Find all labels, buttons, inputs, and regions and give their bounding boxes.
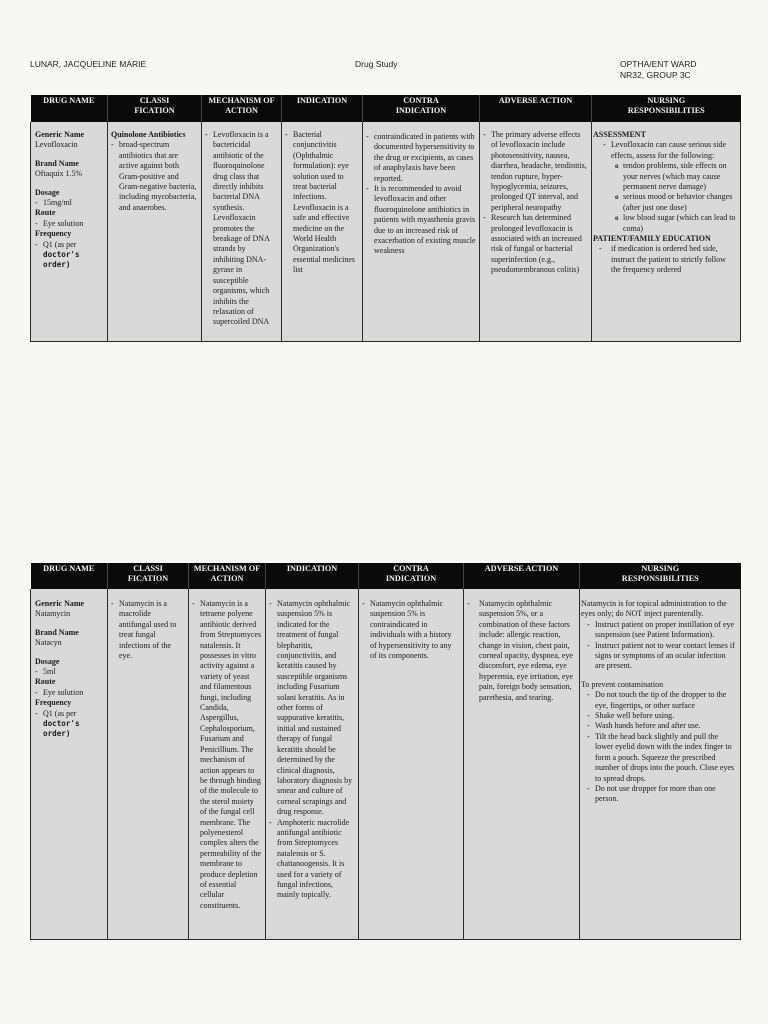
nursing-item: - Tilt the head back slightly and pull the lower eyelid down with the index finger to form a pouch. Squeeze the prescribed number of drops into the pouch. Close eyes to spread drops. xyxy=(587,732,737,784)
col-header-text: RESPONSIBILITIES xyxy=(621,574,699,583)
cell-drug-name xyxy=(31,122,108,341)
col-header-text: NURSING xyxy=(641,564,680,573)
frequency-label: Frequency xyxy=(35,698,72,708)
assessment-item: o serious mood or behavior changes (after just one dose) xyxy=(615,192,737,213)
col-header-text: INDICATION xyxy=(385,574,437,583)
adverse-item: - Research has determined prolonged levofloxacin is associated with an increased risk of fungal or bacterial superinfection (e.g., pseudomembranous colitis) xyxy=(483,213,588,275)
dosage-label: Dosage xyxy=(35,656,60,666)
dosage-value: - 15mg/ml xyxy=(35,198,104,208)
col-header-text: CLASSI xyxy=(133,564,163,573)
generic-name: Natamycin xyxy=(35,609,71,619)
col-header-mechanism xyxy=(202,95,282,122)
generic-name-label: Generic Name xyxy=(35,599,85,608)
col-header-indication: INDICATION xyxy=(266,563,359,589)
col-header-adverse-action: ADVERSE ACTION xyxy=(480,95,592,122)
cell-classification xyxy=(108,122,202,341)
col-header-nursing xyxy=(592,95,741,122)
brand-name: Oftaquix 1.5% xyxy=(35,169,83,179)
col-header-text: ACTION xyxy=(210,574,244,583)
drug-table-natamycin xyxy=(30,563,741,940)
nursing-item: - Wash hands before and after use. xyxy=(587,721,737,731)
col-header-text: FICATION xyxy=(127,574,169,583)
contraindication-item: - Natamycin ophthalmic suspension 5% is contraindicated in individuals with a history of hypersensitivity to any of its components. xyxy=(362,599,460,661)
frequency-value xyxy=(35,709,104,740)
cell-indication xyxy=(266,589,359,939)
route-label: Route xyxy=(35,677,56,687)
frequency-label: Frequency xyxy=(35,229,72,239)
document-title: Drug Study xyxy=(355,59,398,69)
dosage-label: Dosage xyxy=(35,187,60,197)
assessment-title: ASSESSMENT xyxy=(593,130,646,139)
indication-text: - Bacterial conjunctivitis (Ophthalmic formulation): eye solution used to treat bacterial infections. Levofloxacin is a safe and effective medicine on the World Health Organization's essential medicines list xyxy=(285,130,359,276)
student-name: LUNAR, JACQUELINE MARIE xyxy=(30,59,147,69)
assessment-intro: - Levofloxacin can cause serious side effects, assess for the following: xyxy=(603,140,737,161)
contraindication-item: - It is recommended to avoid levofloxacin and other fluoroquinolone antibiotics in patients with myasthenia gravis due to an increased risk of exacerbation of existing muscle weakness xyxy=(366,184,476,257)
col-header-text: NURSING xyxy=(647,96,686,105)
cell-contraindication xyxy=(359,589,464,939)
cell-nursing xyxy=(580,589,741,939)
nursing-item: - Instruct patient on proper instillation of eye suspension (see Patient Information). xyxy=(587,620,737,641)
adverse-item: - The primary adverse effects of levofloxacin include photosensitivity, nausea, diarrhea, headache, tendinitis, tendon rupture, hyper-hypoglycemia, seizures, prolonged QT interval, and peripheral neuropathy xyxy=(483,130,588,213)
col-header-text: INDICATION xyxy=(395,106,447,115)
nursing-item: - Do not use dropper for more than one person. xyxy=(587,784,737,805)
cell-adverse-action xyxy=(464,589,580,939)
indication-text: - Amphoteric macrolide antifungal antibiotic from Streptomyces natalensis or S. chattanoogensis. It is used for a variety of fungal infections, mainly topically. xyxy=(269,818,355,901)
assessment-item: o low blood sugar (which can lead to coma) xyxy=(615,213,737,234)
drug-table-levofloxacin xyxy=(30,95,741,342)
ward-name: OPTHA/ENT WARD xyxy=(620,59,697,69)
cell-nursing xyxy=(592,122,741,341)
nursing-item: - Do not touch the tip of the dropper to the eye, fingertips, or other surface xyxy=(587,690,737,711)
classification-title: Quinolone Antibiotics xyxy=(111,130,186,139)
frequency-value xyxy=(35,240,104,271)
col-header-classification xyxy=(108,95,202,122)
group-name: NR32, GROUP 3C xyxy=(620,70,691,80)
generic-name-label: Generic Name xyxy=(35,130,85,139)
col-header-text: MECHANISM OF xyxy=(208,96,275,105)
nursing-item: - Instruct patient not to wear contact lenses if signs or symptoms of an ocular infection are present. xyxy=(587,641,737,672)
col-header-nursing xyxy=(580,563,741,589)
col-header-text: ACTION xyxy=(225,106,258,115)
col-header-adverse-action: ADVERSE ACTION xyxy=(464,563,580,589)
contraindication-item: - contraindicated in patients with documented hypersensitivity to the drug or excipients, as cases of anaphylaxis have been reported. xyxy=(366,132,476,184)
brand-name-label: Brand Name xyxy=(35,158,79,168)
indication-text: - Natamycin ophthalmic suspension 5% is indicated for the treatment of fungal blepharitis, conjunctivitis, and keratitis caused by susceptible organisms including Fusarium solani keratitis. As in other forms of suppurative keratitis, initial and sustained therapy of fungal keratitis should be determined by the clinical diagnosis, laboratory diagnosis by smear and culture of corneal scrapings and drug response. xyxy=(269,599,355,818)
adverse-item: - Natamycin ophthalmic suspension 5%, or a combination of these factors include: allergic reaction, change in vision, chest pain, corneal opacity, dyspnea, eye discomfort, eye edema, eye hyperemia, eye irritation, eye pain, foreign body sensation, parethesia, and tearing. xyxy=(467,599,576,703)
frequency-note: doctor's order) xyxy=(43,250,80,270)
dosage-value: - 5ml xyxy=(35,667,104,677)
col-header-text: CLASSI xyxy=(139,96,170,105)
frequency-text: Q1 (as per xyxy=(43,239,77,249)
col-header-text: RESPONSIBILITIES xyxy=(627,106,705,115)
mechanism-text: - Levofloxacin is a bactericidal antibiotic of the fluoroquinolone drug class that directly inhibits bacterial DNA synthesis. Levofloxacin promotes the breakage of DNA strands by inhibiting DNA-gyrase in susceptible organisms, which inhibits the relaxation of supercoiled DNA xyxy=(205,130,278,328)
col-header-drug-name: DRUG NAME xyxy=(31,95,108,122)
frequency-note: doctor's order) xyxy=(43,719,80,739)
prevent-contamination-title: To prevent contamination xyxy=(581,679,664,689)
col-header-text: CONTRA xyxy=(393,564,429,573)
generic-name: Levofloxacin xyxy=(35,140,78,150)
nursing-intro: Natamycin is for topical administration to the eyes only; do NOT inject parenterally. xyxy=(581,599,727,619)
col-header-indication: INDICATION xyxy=(282,95,363,122)
route-label: Route xyxy=(35,208,56,218)
cell-mechanism xyxy=(189,589,266,939)
col-header-text: CONTRA xyxy=(403,96,439,105)
classification-text: - broad-spectrum antibiotics that are active against both Gram-positive and Gram-negative bacteria, including mycobacteria, and anaerobes. xyxy=(111,140,198,213)
cell-adverse-action xyxy=(480,122,592,341)
mechanism-text: - Natamycin is a tetraene polyene antibiotic derived from Streptomyces natalensis. It possesses in vitro activity against a variety of yeast and filamentous fungi, including Candida, Aspergillus, Cephalosporium, Fusarium and Penicillium. The mechanism of action appears to be through binding of the molecule to the sterol moiety of the fungal cell membrane. The polyenesterol complex alters the permeability of the membrane to produce depletion of essential cellular constituents. xyxy=(192,599,262,911)
cell-classification xyxy=(108,589,189,939)
brand-name-label: Brand Name xyxy=(35,627,79,637)
col-header-text: MECHANISM OF xyxy=(193,564,261,573)
frequency-text: Q1 (as per xyxy=(43,708,77,718)
cell-drug-name xyxy=(31,589,108,939)
col-header-contraindication xyxy=(359,563,464,589)
route-value: - Eye solution xyxy=(35,219,104,229)
nursing-item: - Shake well before using. xyxy=(587,711,737,721)
education-title: PATIENT/FAMILY EDUCATION xyxy=(593,234,711,244)
route-value: - Eye solution xyxy=(35,688,104,698)
ward-label xyxy=(620,59,697,81)
education-item: - if medication is ordered bed side, instruct the patient to strictly follow the frequency ordered xyxy=(599,244,737,275)
brand-name: Natacyn xyxy=(35,638,62,648)
cell-mechanism xyxy=(202,122,282,341)
classification-text: - Natamycin is a macrolide antifungal used to treat fungal infections of the eye. xyxy=(111,599,185,661)
assessment-item: o tendon problems, side effects on your nerves (which may cause permanent nerve damage) xyxy=(615,161,737,192)
col-header-classification xyxy=(108,563,189,589)
cell-contraindication xyxy=(363,122,480,341)
col-header-text: FICATION xyxy=(134,106,175,115)
cell-indication xyxy=(282,122,363,341)
col-header-mechanism xyxy=(189,563,266,589)
col-header-drug-name: DRUG NAME xyxy=(31,563,108,589)
col-header-contraindication xyxy=(363,95,480,122)
